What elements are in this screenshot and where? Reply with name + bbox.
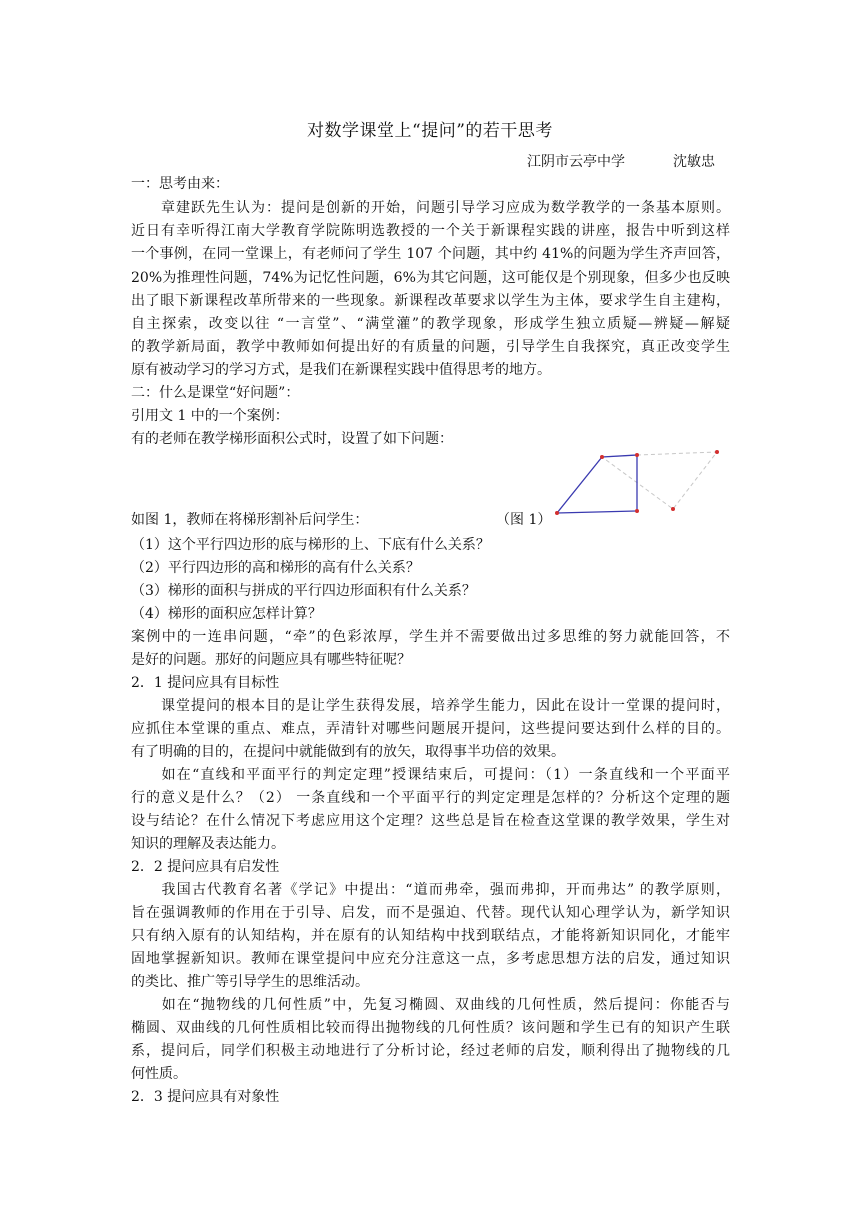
paragraph-line: 的教学新局面，教学中教师如何提出好的有质量的问题，引导学生自我探究，真正改变学生 [131,339,730,355]
page-title: 对数学课堂上“提问”的若干思考 [307,121,553,141]
figure-vertex [635,453,639,457]
paragraph-line: 行的意义是什么？（2） 一条直线和一个平面平行的判定定理是怎样的？分析这个定理的题 [131,790,730,806]
paragraph-line: 如在“抛物线的几何性质”中，先复习椭圆、双曲线的几何性质，然后提问：你能否与 [131,997,730,1013]
question-item: （1）这个平行四边形的底与梯形的上、下底有什么关系？ [131,537,490,553]
paragraph-line: 何性质。 [131,1066,187,1082]
question-item: （4）梯形的面积应怎样计算？ [131,606,322,622]
paragraph-line: 原有被动学习的学习方式，是我们在新课程实践中值得思考的地方。 [131,362,551,378]
paragraph-line: 只有纳入原有的认知结构，并在原有的认知结构中找到联结点，才能将新知识同化，才能牢 [131,928,730,944]
paragraph-line: 自主探索，改变以往 “一言堂”、“满堂灌”的教学现象，形成学生独立质疑—辨疑—解疑 [131,316,730,332]
paragraph-line: 课堂提问的根本目的是让学生获得发展，培养学生能力，因此在设计一堂课的提问时， [131,698,730,714]
paragraph-line: 引用文 1 中的一个案例： [131,408,289,424]
paragraph-line: 椭圆、双曲线的几何性质相比较而得出抛物线的几何性质？该问题和学生已有的知识产生联 [131,1020,730,1036]
paragraph-line: 一个事例，在同一堂课上，有老师问了学生 107 个问题，其中约 41%的问题为学生齐声回答， [131,246,730,262]
paragraph-line: 出了眼下新课程改革所带来的一些现象。新课程改革要求以学生为主体，要求学生自主建构， [131,293,730,309]
paragraph-line: 我国古代教育名著《学记》中提出：“道而弗牵，强而弗抑，开而弗达” 的教学原则， [131,882,730,898]
figure-vertex [635,509,639,513]
paragraph-line: 案例中的一连串问题，“牵”的色彩浓厚，学生并不需要做出过多思维的努力就能回答，不 [131,629,730,645]
school-name: 江阴市云亭中学 [527,154,625,170]
subsection-heading: 2．2 提问应具有启发性 [131,859,280,875]
figure-intro: 如图 1，教师在将梯形割补后问学生： [131,512,369,528]
trapezoid-shape [557,455,637,513]
section-heading-1: 一：思考由来： [131,176,229,192]
figure-vertex [671,507,675,511]
paragraph-line: 知识的理解及表达能力。 [131,836,285,852]
question-item: （2）平行四边形的高和梯形的高有什么关系？ [131,560,420,576]
figure-vertex [600,455,604,459]
figure-vertex [555,511,559,515]
subsection-heading: 2．3 提问应具有对象性 [131,1089,280,1105]
paragraph-line: 有的老师在教学梯形面积公式时，设置了如下问题： [131,431,453,447]
figure-caption: （图 1） [496,512,552,528]
section-heading-2: 二：什么是课堂“好问题”： [131,385,300,401]
paragraph-line: 的类比、推广等引导学生的思维活动。 [131,974,369,990]
question-item: （3）梯形的面积与拼成的平行四边形面积有什么关系？ [131,583,476,599]
paragraph-line: 固地掌握新知识。教师在课堂提问中应充分注意这一点，多考虑思想方法的启发，通过知识 [131,951,730,967]
paragraph-line: 设与结论？在什么情况下考虑应用这个定理？这些总是旨在检查这堂课的教学效果，学生对 [131,813,730,829]
paragraph-line: 如在“直线和平面平行的判定定理”授课结束后，可提问：（1）一条直线和一个平面平 [131,767,730,783]
paragraph-line: 近日有幸听得江南大学教育学院陈明选教授的一个关于新课程实践的讲座，报告中听到这样 [131,223,730,239]
paragraph-line: 章建跃先生认为：提问是创新的开始，问题引导学习应成为数学教学的一条基本原则。 [131,200,730,216]
author-line [527,151,715,171]
paragraph-line: 有了明确的目的，在提问中就能做到有的放矢，取得事半功倍的效果。 [131,744,565,760]
subsection-heading: 2．1 提问应具有目标性 [131,675,280,691]
paragraph-line: 应抓住本堂课的重点、难点，弄清针对哪些问题展开提问，这些提问要达到什么样的目的。 [131,721,730,737]
paragraph-line: 是好的问题。那好的问题应具有哪些特征呢？ [131,652,411,668]
author-name: 沈敏忠 [673,154,715,170]
paragraph-line: 旨在强调教师的作用在于引导、启发，而不是强迫、代替。现代认知心理学认为，新学知识 [131,905,730,921]
figure-vertex [715,450,719,454]
paragraph-line: 20%为推理性问题，74%为记忆性问题，6%为其它问题，这可能仅是个别现象，但多少也反映 [131,270,730,286]
paragraph-line: 系，提问后，同学们积极主动地进行了分析讨论，经过老师的启发，顺利得出了抛物线的几 [131,1043,730,1059]
figure-dashed-outline [602,452,717,509]
trapezoid-figure [545,448,735,520]
